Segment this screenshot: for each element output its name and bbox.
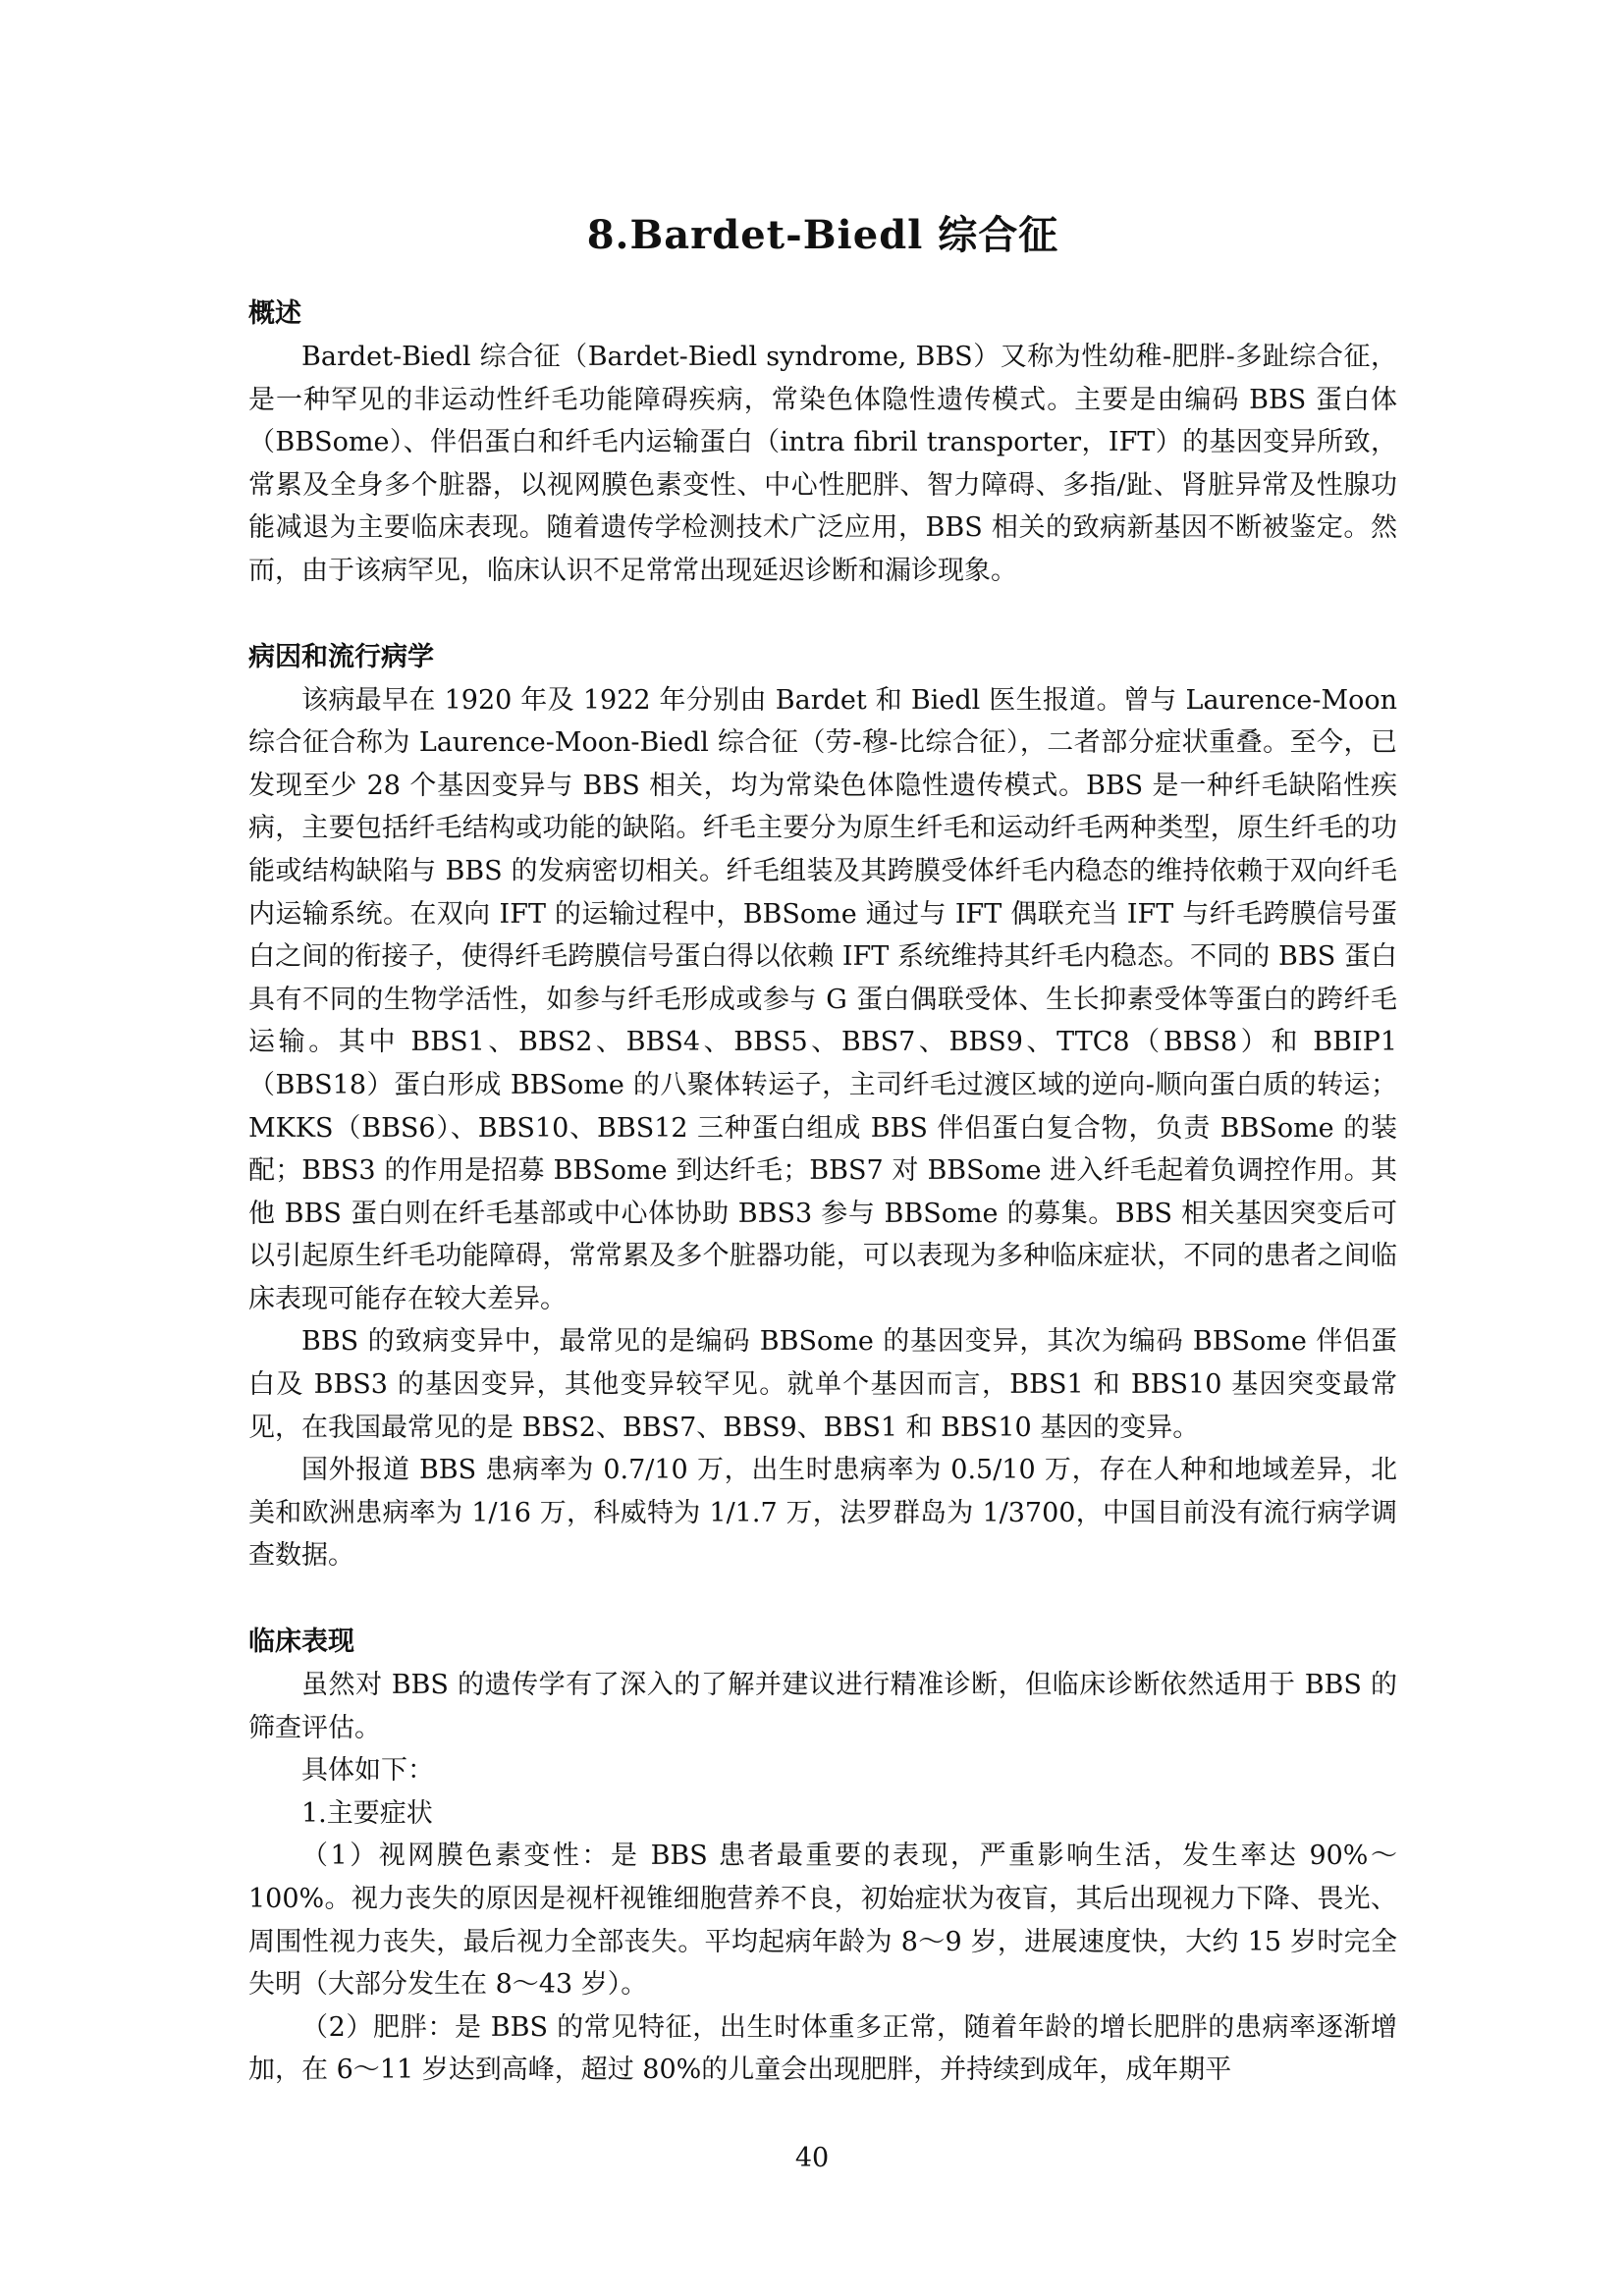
- paragraph: （2）肥胖：是 BBS 的常见特征，出生时体重多正常，随着年龄的增长肥胖的患病率逐渐增加，在 6～11 岁达到高峰，超过 80%的儿童会出现肥胖，并持续到成年，成年期平: [248, 2011, 1397, 2086]
- section-heading-etiology: 病因和流行病学: [248, 641, 434, 672]
- document-title: 8.Bardet-Biedl 综合征: [586, 212, 1059, 258]
- document-page: [248, 206, 1397, 2092]
- paragraph: 1.主要症状: [301, 1797, 433, 1829]
- section-spacer: [248, 1577, 1397, 1621]
- paragraph: 虽然对 BBS 的遗传学有了深入的了解并建议进行精准诊断，但临床诊断依然适用于 BBS 的筛查评估。: [248, 1670, 1397, 1743]
- paragraph: （1）视网膜色素变性：是 BBS 患者最重要的表现，严重影响生活，发生率达 90%～100%。视力丧失的原因是视杆视锥细胞营养不良，初始症状为夜盲，其后出现视力下降、畏光、周围性视力丧失，最后视力全部丧失。平均起病年龄为 8～9 岁，进展速度快，大约 15 岁时完全失明（大部分发生在 8～43 岁）。: [248, 1841, 1397, 2001]
- paragraph: BBS 的致病变异中，最常见的是编码 BBSome 的基因变异，其次为编码 BBSome 伴侣蛋白及 BBS3 的基因变异，其他变异较罕见。就单个基因而言，BBS1 和 BBS10 基因突变最常见，在我国最常见的是 BBS2、BBS7、BBS9、BBS1 和 BBS10 基因的变异。: [248, 1326, 1397, 1443]
- paragraph: 具体如下：: [301, 1755, 434, 1787]
- page-number: 40: [794, 2143, 830, 2173]
- paragraph: Bardet-Biedl 综合征（Bardet-Biedl syndrome, BBS）又称为性幼稚-肥胖-多趾综合征，是一种罕见的非运动性纤毛功能障碍疾病，常染色体隐性遗传模式。主要是由编码 BBS 蛋白体（BBSome）、伴侣蛋白和纤毛内运输蛋白（intra fibril transporter，IFT）的基因变异所致，常累及全身多个脏器，以视网膜色素变性、中心性肥胖、智力障碍、多指/趾、肾脏异常及性腺功能减退为主要临床表现。随着遗传学检测技术广泛应用，BBS 相关的致病新基因不断被鉴定。然而，由于该病罕见，临床认识不足常常出现延迟诊断和漏诊现象。: [248, 342, 1397, 586]
- section-heading-clinical: 临床表现: [248, 1627, 354, 1658]
- section-heading-overview: 概述: [248, 298, 301, 329]
- paragraph: 国外报道 BBS 患病率为 0.7/10 万，出生时患病率为 0.5/10 万，存在人种和地域差异，北美和欧洲患病率为 1/16 万，科威特为 1/1.7 万，法罗群岛为 1/3700，中国目前没有流行病学调查数据。: [248, 1455, 1397, 1572]
- section-spacer: [248, 593, 1397, 636]
- paragraph: 该病最早在 1920 年及 1922 年分别由 Bardet 和 Biedl 医生报道。曾与 Laurence-Moon 综合征合称为 Laurence-Moon-Biedl 综合征（劳-穆-比综合征），二者部分症状重叠。至今，已发现至少 28 个基因变异与 BBS 相关，均为常染色体隐性遗传模式。BBS 是一种纤毛缺陷性疾病，主要包括纤毛结构或功能的缺陷。纤毛主要分为原生纤毛和运动纤毛两种类型，原生纤毛的功能或结构缺陷与 BBS 的发病密切相关。纤毛组装及其跨膜受体纤毛内稳态的维持依赖于双向纤毛内运输系统。在双向 IFT 的运输过程中，BBSome 通过与 IFT 偶联充当 IFT 与纤毛跨膜信号蛋白之间的衔接子，使得纤毛跨膜信号蛋白得以依赖 IFT 系统维持其纤毛内稳态。不同的 BBS 蛋白具有不同的生物学活性，如参与纤毛形成或参与 G 蛋白偶联受体、生长抑素受体等蛋白的跨纤毛运输。其中 BBS1、BBS2、BBS4、BBS5、BBS7、BBS9、TTC8（BBS8）和 BBIP1（BBS18）蛋白形成 BBSome 的八聚体转运子，主司纤毛过渡区域的逆向-顺向蛋白质的转运；MKKS（BBS6）、BBS10、BBS12 三种蛋白组成 BBS 伴侣蛋白复合物，负责 BBSome 的装配；BBS3 的作用是招募 BBSome 到达纤毛；BBS7 对 BBSome 进入纤毛起着负调控作用。其他 BBS 蛋白则在纤毛基部或中心体协助 BBS3 参与 BBSome 的募集。BBS 相关基因突变后可以引起原生纤毛功能障碍，常常累及多个脏器功能，可以表现为多种临床症状，不同的患者之间临床表现可能存在较大差异。: [248, 684, 1397, 1314]
